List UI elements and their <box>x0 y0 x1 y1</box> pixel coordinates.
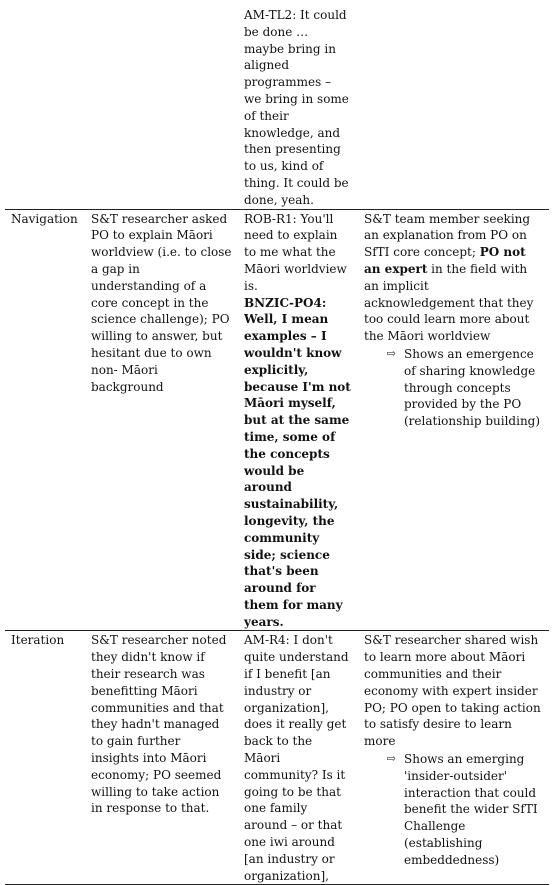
note-bullet <box>364 751 543 869</box>
findings-table <box>5 6 549 885</box>
note-cell <box>358 631 549 885</box>
quote-cell <box>238 209 358 631</box>
quote-cell: AM-R4: I don't quite understand if I benefit [an industry or organization], does it really get back to the Māori community? Is it going to be that one family around – or that one iwi around [an industry or organization], <box>238 631 358 885</box>
description-cell: S&T researcher noted they didn't know if their research was benefitting Māori communities and that they hadn't managed to gain further insights into Māori economy; PO seemed willing to take action in response to that. <box>85 631 238 885</box>
arrow-right-outline-icon: ⇨ <box>386 346 396 360</box>
note-text-post: in the field with an implicit acknowledgement that they too could learn more about the Māori worldview <box>364 261 534 344</box>
table-row-iteration <box>5 631 549 885</box>
note-text-bold: PO not an expert <box>364 245 526 276</box>
label-cell <box>5 6 85 209</box>
quote-text: ROB-R1: You'll need to explain to me what the Māori worldview is. <box>244 211 347 293</box>
note-text <box>364 211 543 345</box>
note-bullet-text: Shows an emergence of sharing knowledge through concepts provided by the PO (relationship building) <box>404 346 541 429</box>
description-cell <box>85 6 238 209</box>
note-cell <box>358 6 549 209</box>
quote-cell: AM-TL2: It could be done … maybe bring in aligned programmes – we bring in some of their knowledge, and then presenting to us, kind of thing. It could be done, yeah. <box>244 8 349 207</box>
label-cell: Iteration <box>5 631 85 885</box>
note-bullet-text: Shows an emerging 'insider-outsider' interaction that could benefit the wider SfTI Challenge (establishing embeddedness) <box>404 752 538 867</box>
table-row-continued <box>5 6 549 209</box>
description-cell: S&T researcher asked PO to explain Māori worldview (i.e. to close a gap in understanding of a core concept in the science challenge); PO willing to answer, but hesitant due to own non- Māori background <box>85 209 238 631</box>
quote-text-bold: BNZIC-PO4: Well, I mean examples – I wouldn't know explicitly, because I'm not Māori myself, but at the same time, some of the concepts would be around sustainability, longevity, the community side; science that's been around for them for many years. <box>244 295 351 629</box>
arrow-right-outline-icon: ⇨ <box>386 752 396 766</box>
note-cell <box>358 209 549 631</box>
note-bullet <box>364 346 543 430</box>
table-row-navigation <box>5 209 549 631</box>
note-text-pre: S&T team member seeking an explanation from PO on SfTI core concept; <box>364 211 531 260</box>
note-text: S&T researcher shared wish to learn more about Māori communities and their economy with expert insider PO; PO open to taking action to satisfy desire to learn more <box>364 633 541 749</box>
label-cell: Navigation <box>5 209 85 631</box>
